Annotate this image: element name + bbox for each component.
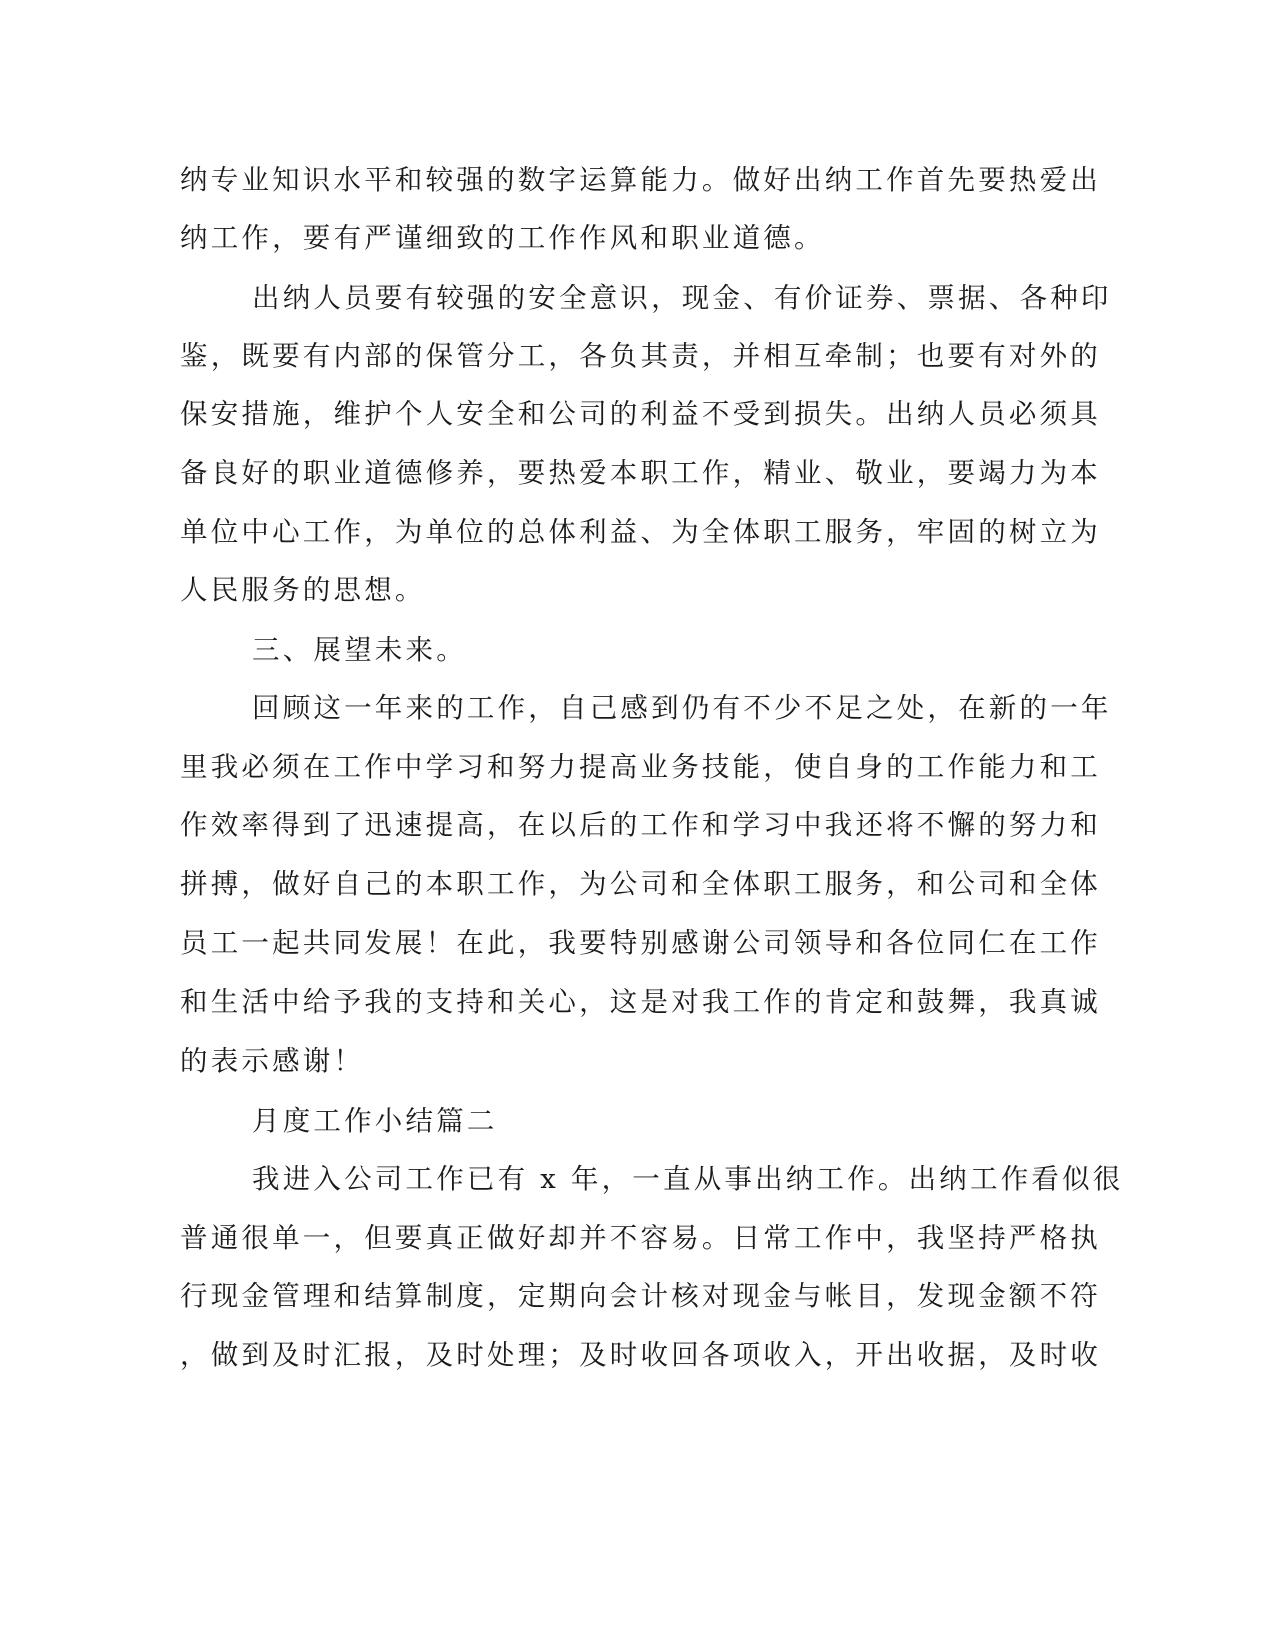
section-heading: 三、展望未来。 <box>252 634 467 666</box>
text-line: 的表示感谢！ <box>180 1045 365 1077</box>
section-heading: 月度工作小结篇二 <box>252 1105 498 1137</box>
paragraph-start: 回顾这一年来的工作，自己感到仍有不少不足之处，在新的一年 <box>252 692 1112 724</box>
text-line: 人民服务的思想。 <box>180 574 426 606</box>
text-line: 员工一起共同发展！在此，我要特别感谢公司领导和各位同仁在工作 <box>180 927 1101 959</box>
text-line: 拼搏，做好自己的本职工作，为公司和全体职工服务，和公司和全体 <box>180 868 1101 900</box>
text-line: 行现金管理和结算制度，定期向会计核对现金与帐目，发现金额不符 <box>180 1280 1101 1312</box>
text-line: 纳专业知识水平和较强的数字运算能力。做好出纳工作首先要热爱出 <box>180 164 1101 196</box>
text-line: 作效率得到了迅速提高，在以后的工作和学习中我还将不懈的努力和 <box>180 809 1101 841</box>
text-line: 和生活中给予我的支持和关心，这是对我工作的肯定和鼓舞，我真诚 <box>180 986 1101 1018</box>
text-line: 备良好的职业道德修养，要热爱本职工作，精业、敬业，要竭力为本 <box>180 457 1101 489</box>
paragraph-start: 我进入公司工作已有 x 年，一直从事出纳工作。出纳工作看似很 <box>252 1163 1124 1195</box>
text-line: ，做到及时汇报，及时处理；及时收回各项收入，开出收据，及时收 <box>180 1339 1101 1371</box>
text-line: 鉴，既要有内部的保管分工，各负其责，并相互牵制；也要有对外的 <box>180 340 1101 372</box>
text-line: 普通很单一，但要真正做好却并不容易。日常工作中，我坚持严格执 <box>180 1222 1101 1254</box>
text-line: 纳工作，要有严谨细致的工作作风和职业道德。 <box>180 222 825 254</box>
text-line: 里我必须在工作中学习和努力提高业务技能，使自身的工作能力和工 <box>180 751 1101 783</box>
paragraph-start: 出纳人员要有较强的安全意识，现金、有价证券、票据、各种印 <box>252 282 1112 314</box>
text-line: 单位中心工作，为单位的总体利益、为全体职工服务，牢固的树立为 <box>180 516 1101 548</box>
text-line: 保安措施，维护个人安全和公司的利益不受到损失。出纳人员必须具 <box>180 398 1101 430</box>
